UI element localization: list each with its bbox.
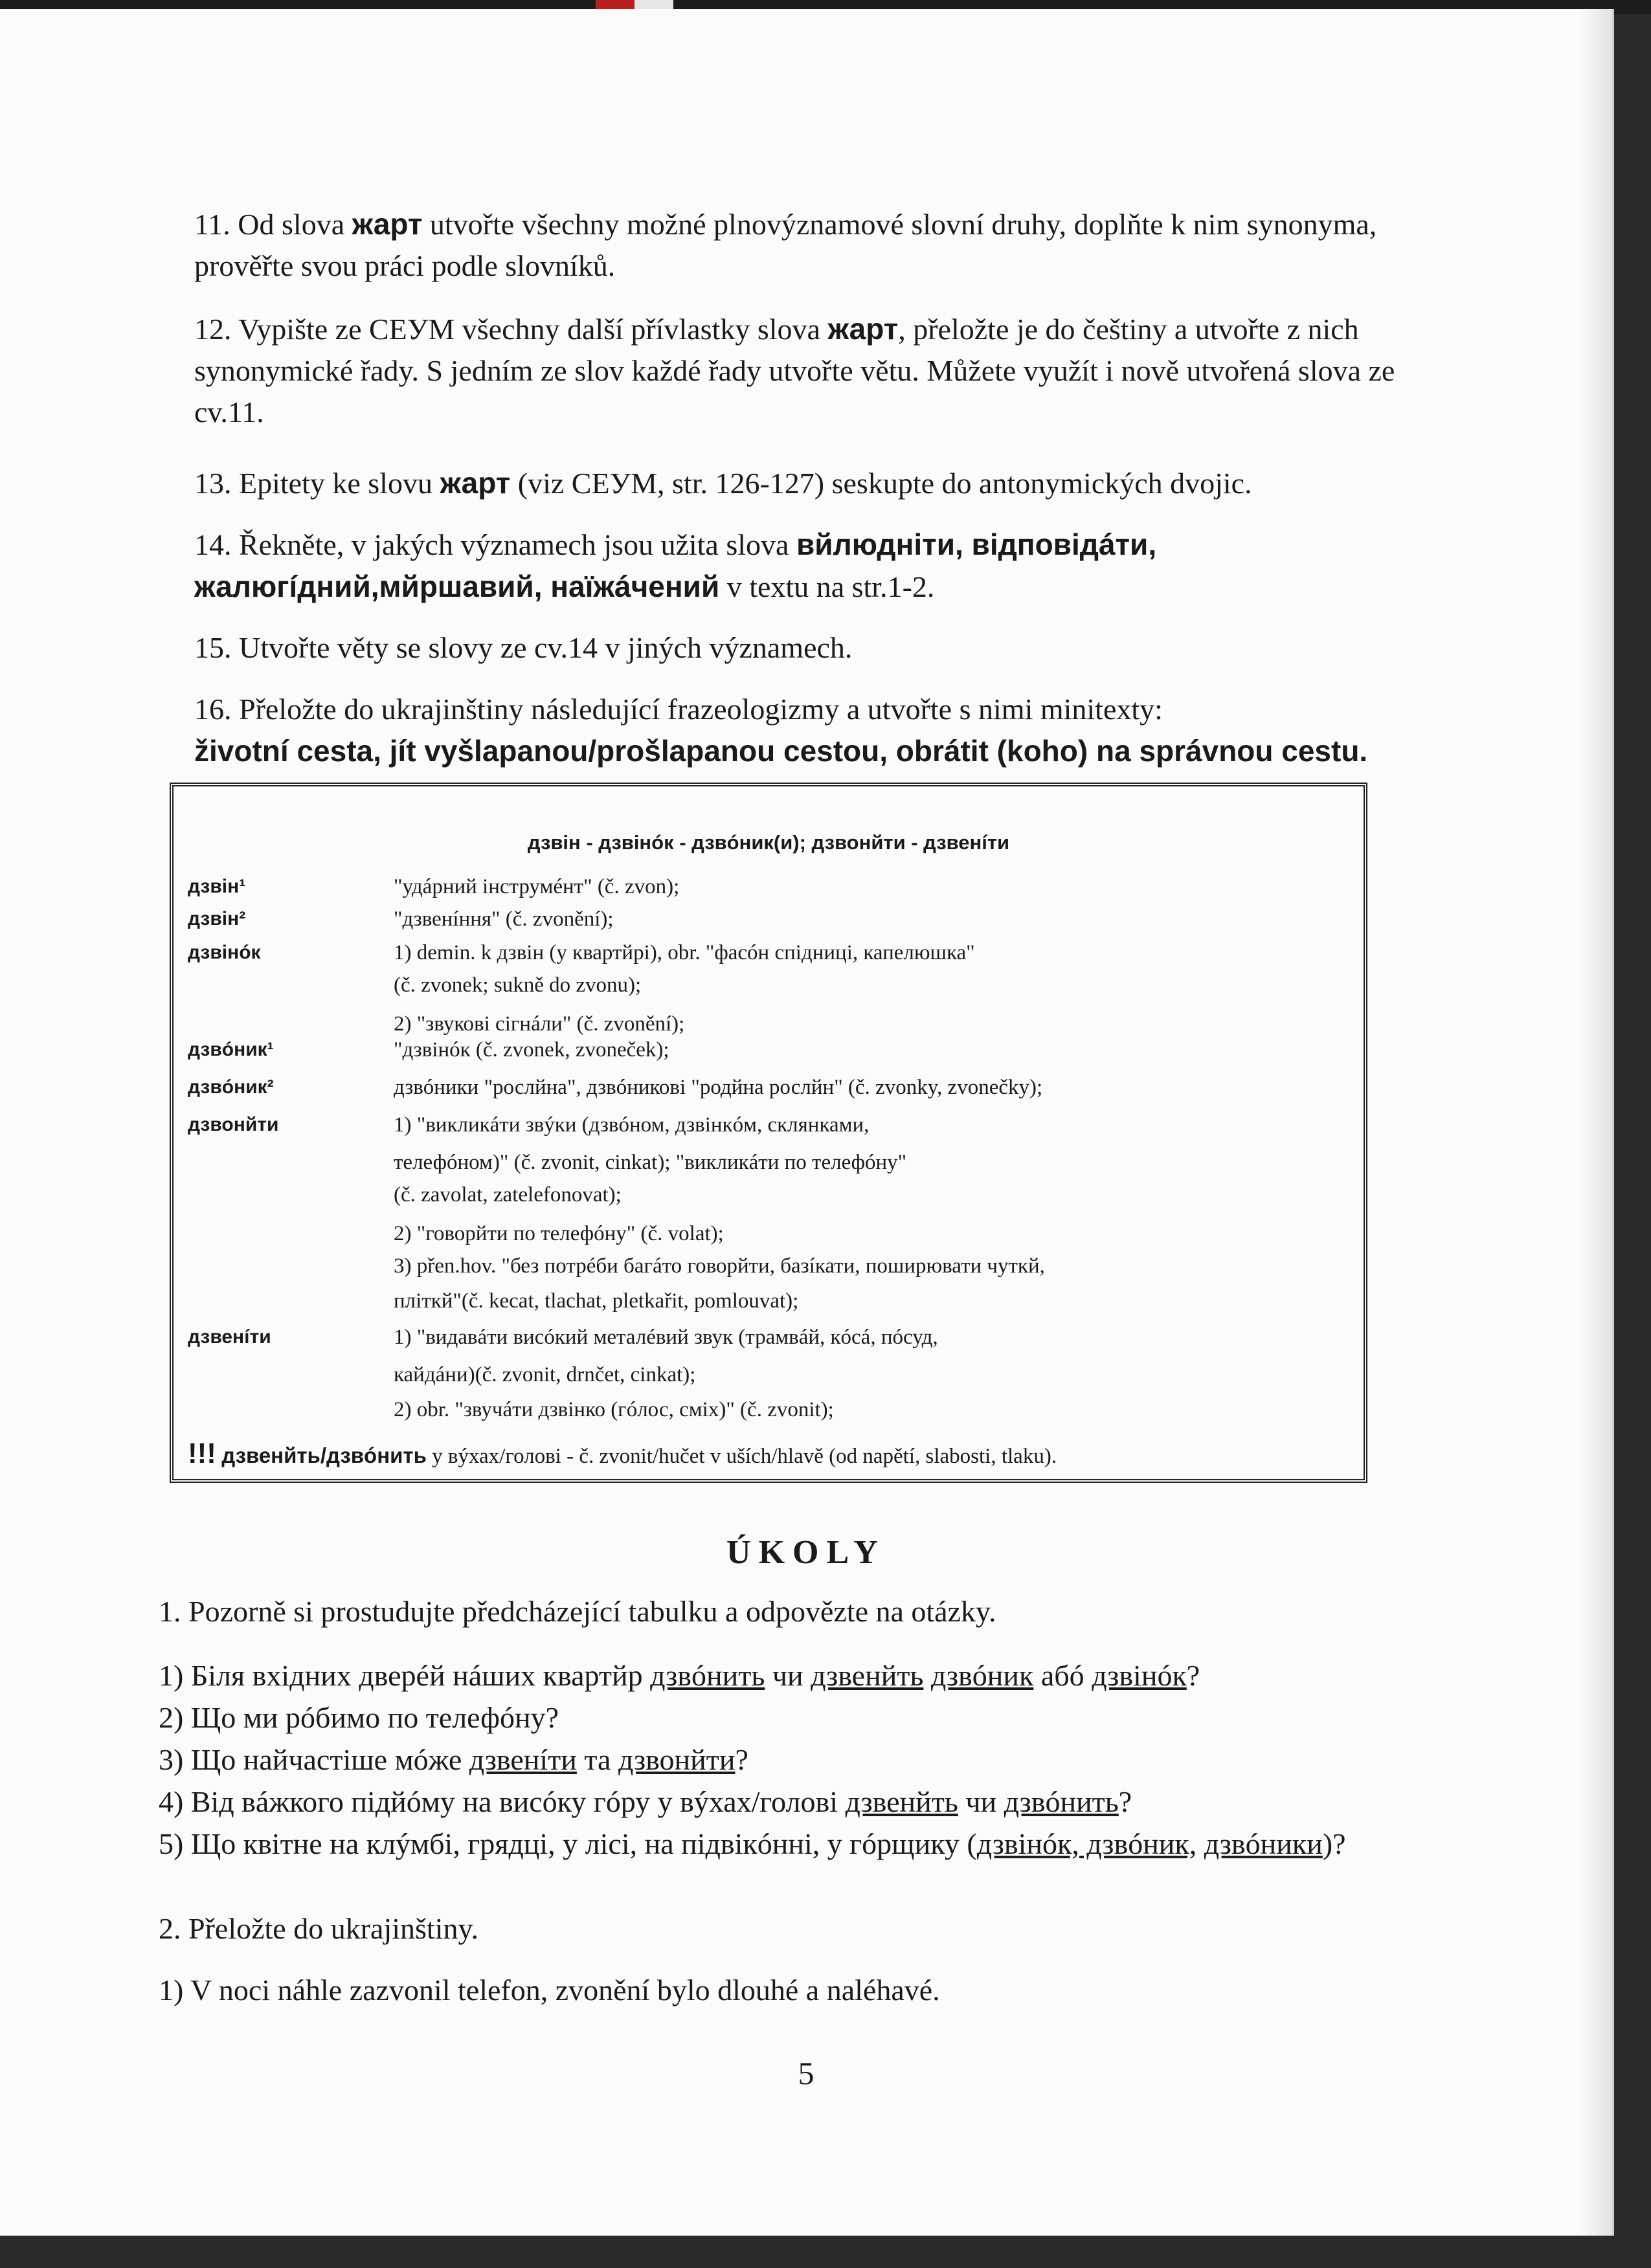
warning-bold-term: дзвенйть/дзвóнить <box>221 1443 427 1467</box>
exercise-13 <box>194 462 1424 504</box>
exercise-16 <box>194 689 1424 772</box>
question-5-text: 5) Що квiтне на клýмбi, грядцi, у лiсi, на пiдвiкóннi, у гóрщику ( <box>159 1827 977 1860</box>
table-row-text: "удáрний iнструмéнт" (č. zvon); <box>394 875 680 898</box>
task-1: 1. Pozorně si prostudujte předcházející tabulku a odpovězte na otázky. <box>159 1595 996 1628</box>
question-2: 2) Що ми рóбимо по телефóну? <box>159 1701 559 1734</box>
table-row-text: 3) přen.hov. "без потрéби багáто говорйти, базíкати, поширювати чуткй, <box>394 1254 1045 1278</box>
exercise-15 <box>194 627 1424 669</box>
task-2-sentence-1: 1) V noci náhle zazvonil telefon, zvonění bylo dlouhé a naléhavé. <box>159 1973 940 2007</box>
table-row-text: (č. zvonek; sukně do zvonu); <box>394 973 642 997</box>
table-row-text: телефóном)" (č. zvonit, cinkat); "викликáти по телефóну" <box>394 1151 907 1174</box>
underlined-word: дзвiнóк <box>1092 1659 1187 1692</box>
question-3-connector: та <box>576 1743 618 1776</box>
table-row-text: дзвóники "рослйна", дзвóниковi "родйна рослйн" (č. zvonky, zvonečky); <box>394 1076 1043 1099</box>
exercise-14-keywords: вйлюднiти, вiдповiдáти, жалюгíдний,мйршавий, наïжáчений <box>194 528 1157 603</box>
table-row-label: дзвiн¹ <box>188 876 246 897</box>
table-row-text: 2) "говорйти по телефóну" (č. volat); <box>394 1222 724 1245</box>
exercise-11-text-b: utvořte všechny možné plnovýznamové slovní druhy, doplňte k nim synonyma, prověřte svou práci podle slovníků. <box>194 208 1377 282</box>
table-row-text: кайдáни)(č. zvonit, drnčet, cinkat); <box>394 1363 696 1386</box>
question-5 <box>159 1825 1428 1863</box>
exercise-11 <box>194 203 1424 287</box>
warning-mark: !!! <box>188 1438 216 1469</box>
table-row-text: "дзвiнóк (č. zvonek, zvoneček); <box>394 1038 669 1062</box>
exercise-15-text: 15. Utvořte věty se slovy ze cv.14 v jiných významech. <box>194 631 853 664</box>
table-row-label: дзвенíти <box>188 1326 271 1348</box>
exercise-13-text-a: 13. Epitety ke slovu <box>194 467 440 500</box>
underlined-word: дзвенйть <box>811 1659 924 1692</box>
question-4-mark: ? <box>1118 1785 1132 1818</box>
ukoly-heading: ÚKOLY <box>726 1534 886 1571</box>
table-row-text: 1) demin. k дзвiн (у квартйрi), obr. "фасóн спiдницi, капелюшка" <box>394 941 975 964</box>
underlined-word: дзвóники <box>1204 1827 1323 1860</box>
question-1 <box>159 1656 1428 1695</box>
exercise-11-keyword: жарт <box>352 207 423 241</box>
table-row-label: дзвóник² <box>188 1076 274 1098</box>
table-row-label: дзвiн² <box>188 908 246 929</box>
table-row-text: 1) "видавáти висóкий металéвий звук (трамвáй, кóсá, пóсуд, <box>394 1326 938 1349</box>
question-4-connector: чи <box>958 1785 1004 1818</box>
scan-bottom-edge <box>0 2236 1651 2268</box>
table-row-text: плiткй"(č. kecat, tlachat, pletkařit, pomlouvat); <box>394 1289 799 1313</box>
question-3-mark: ? <box>735 1743 748 1776</box>
page-content <box>0 9 1612 2236</box>
exercise-14 <box>194 524 1424 608</box>
question-3-text: 3) Що найчастiше мóже <box>159 1743 469 1776</box>
question-5-space <box>1196 1827 1204 1860</box>
table-row-label: дзвонйти <box>188 1114 279 1135</box>
question-4 <box>159 1783 1428 1821</box>
underlined-word: дзвóник <box>930 1659 1034 1692</box>
table-heading: дзвiн - дзвiнóк - дзвóник(и); дзвонйти - дзвенíти <box>527 831 1010 854</box>
exercise-12-text-b: , přeložte je do češtiny a utvořte z nich synonymické řady. S jedním ze slov každé řady utvořte větu. Můžete využít i nově utvořená slova ze cv.11. <box>194 313 1395 428</box>
table-row-label: дзвóник¹ <box>188 1039 274 1060</box>
exercise-14-text-b: v textu na str.1-2. <box>719 570 935 603</box>
table-row-text: (č. zavolat, zatelefonovat); <box>394 1183 622 1206</box>
question-4-text: 4) Вiд вáжкого пiдйóму на висóку гóру у вýхах/головi <box>159 1785 846 1818</box>
task-2: 2. Přeložte do ukrajinštiny. <box>159 1912 478 1945</box>
exercise-12-keyword: жарт <box>827 312 899 346</box>
exercise-12 <box>194 308 1424 433</box>
exercise-13-keyword: жарт <box>440 466 511 500</box>
table-warning-line <box>188 1438 1353 1473</box>
underlined-word: дзвiнóк, дзвóник, <box>976 1827 1197 1860</box>
underlined-word: дзвóнить <box>650 1659 765 1692</box>
document-page <box>0 9 1614 2236</box>
page-edge-shadow <box>1580 9 1612 2236</box>
table-row-text: 2) obr. "звучáти дзвiнко (гóлос, смiх)" (č. zvonit); <box>394 1398 834 1421</box>
underlined-word: дзвонйти <box>618 1743 736 1776</box>
warning-text: у вýхах/головi - č. zvonit/hučet v uších/hlavě (od napětí, slabosti, tlaku). <box>426 1445 1057 1468</box>
question-1-mark: ? <box>1186 1659 1200 1692</box>
question-1-connector: абó <box>1033 1659 1092 1692</box>
exercise-14-text-a: 14. Řekněte, v jakých významech jsou užita slova <box>194 528 796 561</box>
table-row-text: 1) "викликáти звýки (дзвóном, дзвiнкóм, склянками, <box>394 1113 870 1137</box>
exercise-16-phrases: životní cesta, jít vyšlapanou/prošlapanou cestou, obrátit (koho) na správnou cestu. <box>194 734 1368 768</box>
question-1-connector: чи <box>765 1659 811 1692</box>
page-number: 5 <box>798 2055 814 2091</box>
table-row-text: "дзвенíння" (č. zvonění); <box>394 907 614 931</box>
table-row-text: 2) "звуковi сiгнáли" (č. zvonění); <box>394 1012 685 1036</box>
exercise-11-text-a: 11. Od slova <box>194 208 352 241</box>
underlined-word: дзвóнить <box>1004 1785 1119 1818</box>
underlined-word: дзвенйть <box>845 1785 958 1818</box>
question-3 <box>159 1740 1428 1779</box>
table-row-label: дзвiнóк <box>188 942 261 963</box>
dictionary-table <box>170 783 1367 1483</box>
question-1-space <box>923 1659 931 1692</box>
underlined-word: дзвенíти <box>469 1743 577 1776</box>
exercise-16-text: 16. Přeložte do ukrajinštiny následující frazeologizmy a utvořte s nimi minitexty: <box>194 693 1163 726</box>
question-5-mark: )? <box>1322 1827 1346 1860</box>
exercise-13-text-b: (viz СЕУМ, str. 126-127) seskupte do antonymických dvojic. <box>510 467 1252 500</box>
question-1-text: 1) Бiля вхiдних дверéй нáших квартйр <box>159 1659 651 1692</box>
exercise-12-text-a: 12. Vypište ze СЕУМ všechny další přívlastky slova <box>194 313 828 346</box>
